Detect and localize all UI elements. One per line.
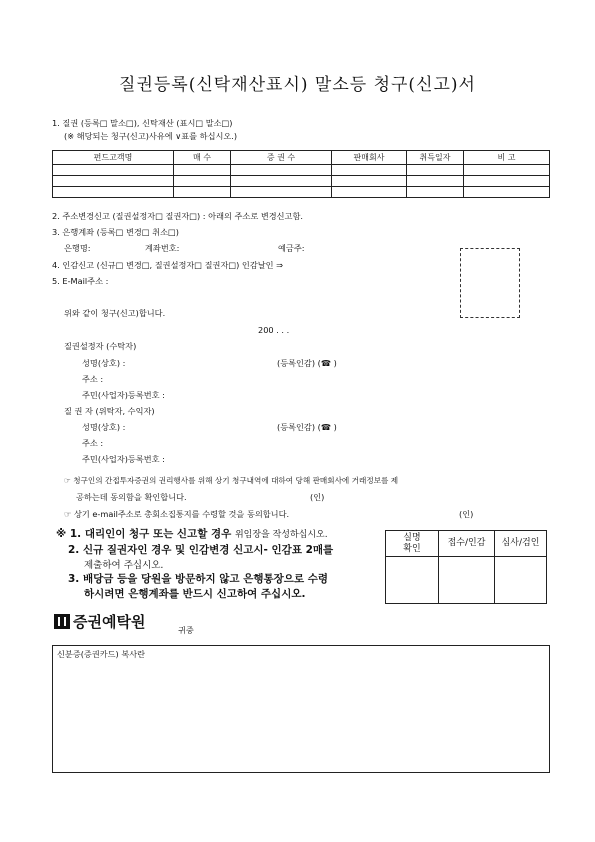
real-name-check-cell[interactable] [386, 557, 439, 604]
note-dividend-line2: 하시려면 은행계좌를 반드시 신고하여 주십시오. [84, 588, 306, 600]
note-proxy-normal: 위임장을 작성하십시오. [234, 530, 328, 540]
pledgor-reg-no: 주민(사업자)등록번호 : [82, 390, 165, 400]
table-row [53, 165, 550, 176]
item-address-change: 2. 주소변경신고 (질권설정자□ 질권자□) : 아래의 주소로 변경신고함. [52, 211, 303, 221]
consent-info-sign: (인) [310, 492, 325, 502]
item-email: 5. E-Mail주소 : [52, 276, 109, 286]
recipient-honorific: 귀중 [178, 625, 194, 635]
pledgor-address: 주소 : [82, 374, 104, 384]
request-statement: 위와 같이 청구(신고)합니다. [64, 308, 166, 318]
bank-name-label: 은행명: [64, 243, 91, 253]
pledgor-label: 질권설정자 (수탁자) [64, 341, 137, 351]
depositor-label: 예금주: [278, 243, 305, 253]
col-header-remarks: 비 고 [464, 151, 550, 165]
ksd-logo-icon [54, 614, 70, 629]
section1-line: 1. 질권 (등록□ 말소□), 신탁재산 (표시□ 말소□) [52, 118, 233, 128]
receipt-seal-cell[interactable] [439, 557, 495, 604]
receipt-table [385, 530, 547, 604]
org-name: 증권예탁원 [73, 613, 146, 631]
pledgee-address: 주소 : [82, 438, 104, 448]
item-bank-account: 3. 은행계좌 (등록□ 변경□ 취소□) [52, 227, 179, 237]
col-header-certificate-count: 증 권 수 [231, 151, 332, 165]
real-name-check-header: 실명 확인 [386, 531, 439, 557]
item-seal-report: 4. 인감신고 (신규□ 변경□, 질권설정자□ 질권자□) 인감날인 ⇒ [52, 260, 284, 270]
id-copy-label: 신분증(증권카드) 복사란 [57, 649, 146, 659]
pledgee-label: 질 권 자 (위탁자, 수익자) [64, 406, 155, 416]
review-stamp-cell[interactable] [495, 557, 547, 604]
note-new-pledgee-line1: 2. 신규 질권자인 경우 및 인감변경 신고시- 인감표 2매를 [68, 544, 334, 556]
account-no-label: 계좌번호: [145, 243, 180, 253]
consent-info-line2: 공하는데 동의함을 확인합니다. [76, 492, 187, 502]
pledgee-seal: (등록인감) (☎ ) [277, 422, 337, 432]
id-copy-area[interactable] [52, 645, 550, 773]
receipt-seal-header: 접수/인감 [439, 531, 495, 557]
note-proxy [56, 527, 328, 543]
pledgee-reg-no: 주민(사업자)등록번호 : [82, 454, 165, 464]
consent-email-sign: (인) [459, 509, 474, 519]
consent-info-line1: ☞ 청구인의 간접투자증권의 권리행사를 위해 상기 청구내역에 대하여 당해 판매회사에 거래정보를 제 [64, 476, 399, 485]
col-header-acquisition-date: 취득일자 [407, 151, 464, 165]
col-header-sales-company: 판매회사 [332, 151, 407, 165]
pledgor-seal: (등록인감) (☎ ) [277, 358, 337, 368]
col-header-quantity: 매 수 [174, 151, 231, 165]
review-stamp-header: 심사/검인 [495, 531, 547, 557]
fund-table [52, 150, 550, 198]
consent-email: ☞ 상기 e-mail주소로 총회소집통지를 수령할 것을 동의합니다. [64, 509, 290, 519]
seal-imprint-box[interactable] [460, 248, 520, 318]
request-date: 200 . . . [258, 325, 290, 335]
note-proxy-bold: ※ 1. 대리인이 청구 또는 신고할 경우 [56, 528, 232, 540]
table-row [53, 176, 550, 187]
col-header-fund-customer: 펀드고객명 [53, 151, 174, 165]
pledgor-name: 성명(상호) : [82, 358, 126, 368]
form-title: 질권등록(신탁재산표시) 말소등 청구(신고)서 [119, 75, 476, 95]
note-new-pledgee-line2: 제출하여 주십시오. [84, 560, 164, 571]
pledgee-name: 성명(상호) : [82, 422, 126, 432]
note-dividend-line1: 3. 배당금 등을 당원을 방문하지 않고 은행통장으로 수령 [68, 573, 329, 585]
section1-note: (※ 해당되는 청구(신고)사유에 ∨표를 하십시오.) [64, 131, 238, 141]
table-row [53, 187, 550, 198]
